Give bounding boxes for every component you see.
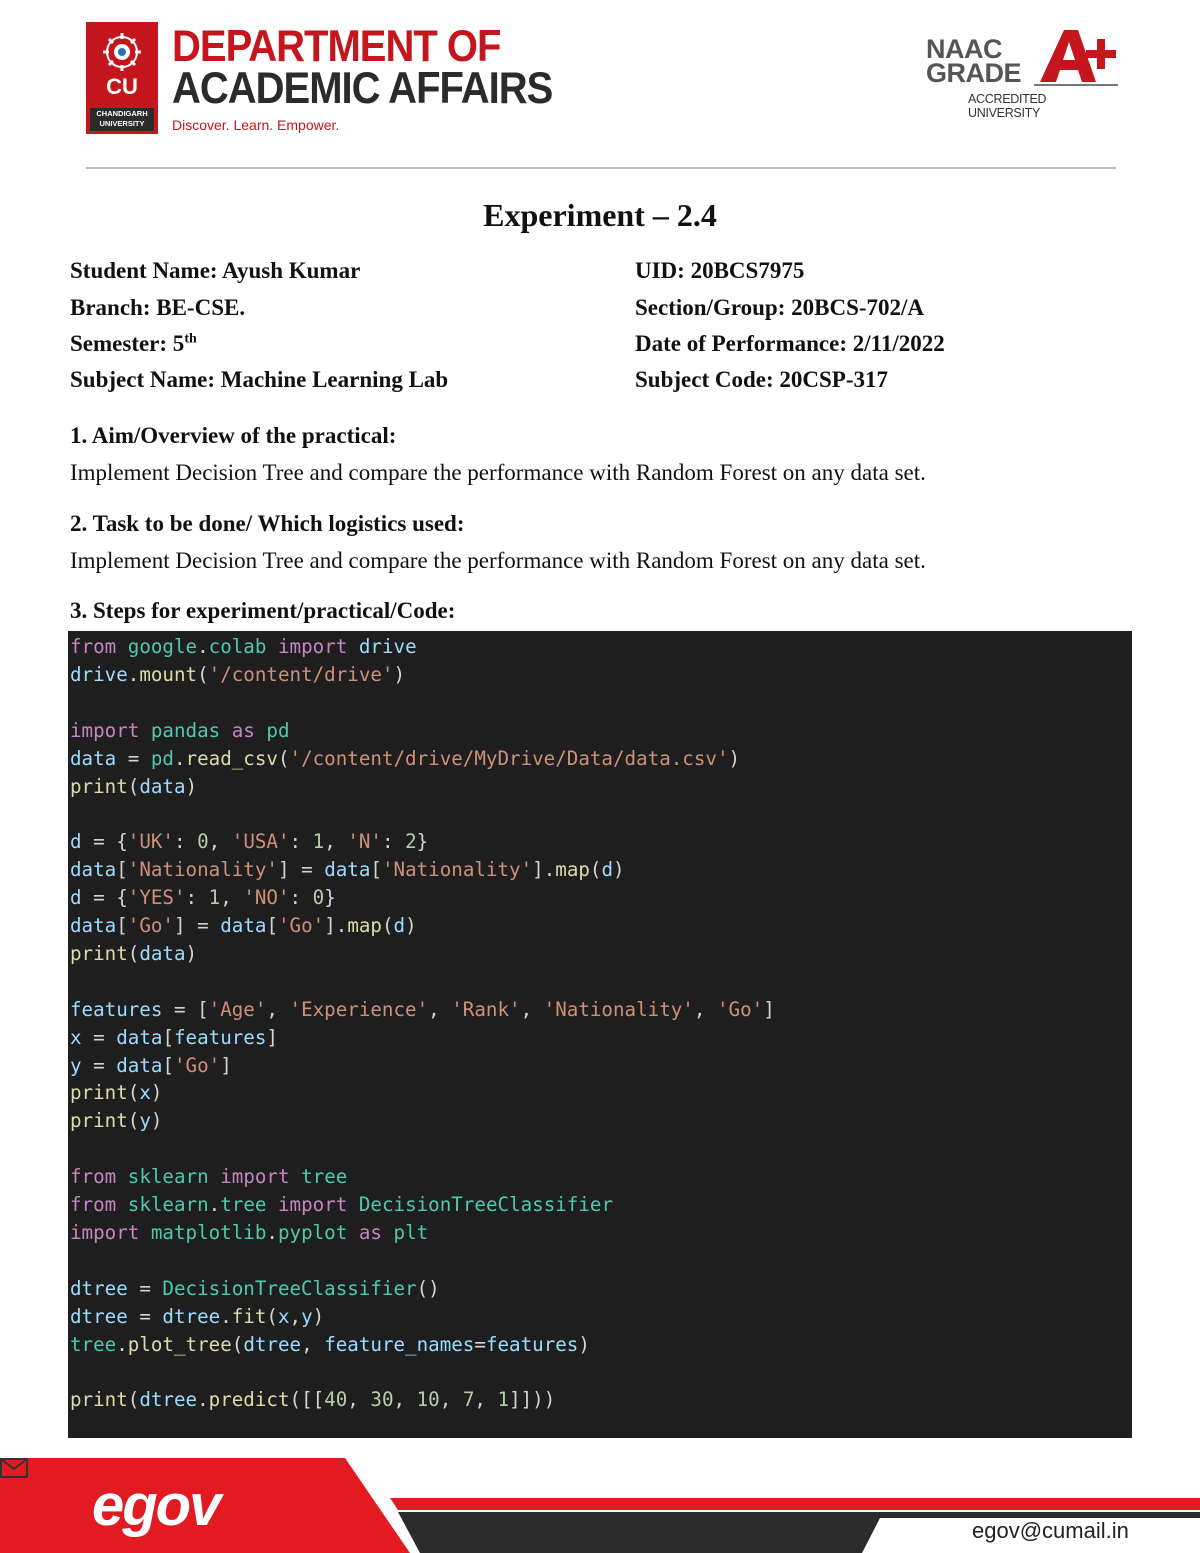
- section-body-task: Implement Decision Tree and compare the performance with Random Forest on any data set.: [70, 548, 926, 573]
- header-divider: [86, 167, 1116, 169]
- code-line: print(x): [70, 1081, 163, 1105]
- code-line: print(dtree.predict([[40, 30, 10, 7, 1]])): [70, 1388, 556, 1412]
- section-heading-steps: 3. Steps for experiment/practical/Code:: [70, 598, 456, 623]
- code-line: tree.plot_tree(dtree, feature_names=features): [70, 1332, 590, 1356]
- code-line: drive.mount('/content/drive'): [70, 662, 406, 686]
- uid: UID: 20BCS7975: [635, 258, 805, 283]
- cu-logo-subtext: CHANDIGARH UNIVERSITY: [90, 108, 154, 131]
- code-line: x = data[features]: [70, 1025, 278, 1049]
- date-of-performance: Date of Performance: 2/11/2022: [635, 331, 945, 356]
- code-line: dtree = dtree.fit(x,y): [70, 1304, 325, 1328]
- code-line: import pandas as pd: [70, 718, 290, 742]
- section-heading-task: 2. Task to be done/ Which logistics used:: [70, 511, 465, 536]
- naac-label: NAAC: [926, 34, 1002, 64]
- footer: [0, 1458, 1200, 1553]
- section-heading-aim: 1. Aim/Overview of the practical:: [70, 423, 397, 448]
- code-line: import matplotlib.pyplot as plt: [70, 1220, 429, 1244]
- code-block: [68, 631, 1132, 1438]
- footer-email[interactable]: egov@cumail.in: [972, 1518, 1129, 1543]
- code-line: y = data['Go']: [70, 1053, 232, 1077]
- grade-a-plus-icon: [1034, 28, 1118, 86]
- department-title-line-1: DEPARTMENT OF: [172, 22, 501, 72]
- egov-logo: egov: [92, 1473, 220, 1538]
- naac-badge: [926, 34, 1116, 120]
- department-title-line-2: ACADEMIC AFFAIRS: [172, 64, 553, 114]
- code-line: print(y): [70, 1109, 163, 1133]
- cu-logo: [86, 22, 158, 134]
- semester-suffix: th: [184, 331, 197, 347]
- section-group: Section/Group: 20BCS-702/A: [635, 295, 925, 320]
- accredited-label: ACCREDITED UNIVERSITY: [968, 92, 1047, 120]
- mail-icon: [0, 1458, 28, 1478]
- code-line: from sklearn import tree: [70, 1165, 348, 1189]
- code-line: print(data): [70, 774, 198, 798]
- cu-logo-text: CU: [106, 74, 138, 99]
- naac-grade-label: GRADE: [926, 58, 1022, 88]
- code-line: data['Go'] = data['Go'].map(d): [70, 914, 417, 937]
- cu-seal-icon: [100, 32, 144, 72]
- code-line: data['Nationality'] = data['Nationality'].map(d): [70, 858, 625, 882]
- branch: Branch: BE-CSE.: [70, 295, 246, 320]
- subject-name: Subject Name: Machine Learning Lab: [70, 367, 449, 392]
- code-line: d = {'YES': 1, 'NO': 0}: [70, 886, 336, 910]
- code-line: dtree = DecisionTreeClassifier(): [70, 1276, 440, 1300]
- semester-value: Semester: 5: [70, 331, 185, 356]
- tagline: Discover. Learn. Empower.: [172, 117, 340, 133]
- experiment-title: Experiment – 2.4: [483, 197, 717, 233]
- section-body-aim: Implement Decision Tree and compare the performance with Random Forest on any data set.: [70, 460, 926, 485]
- code-line: from google.colab import drive: [70, 635, 417, 658]
- code-line: from sklearn.tree import DecisionTreeClassifier: [70, 1193, 614, 1216]
- code-line: features = ['Age', 'Experience', 'Rank', 'Nationality', 'Go']: [70, 997, 775, 1021]
- student-name: Student Name: Ayush Kumar: [70, 258, 361, 283]
- subject-code: Subject Code: 20CSP-317: [635, 367, 888, 392]
- semester: [70, 331, 197, 357]
- code-line: print(data): [70, 941, 198, 965]
- code-line: d = {'UK': 0, 'USA': 1, 'N': 2}: [70, 830, 429, 854]
- code-line: data = pd.read_csv('/content/drive/MyDrive/Data/data.csv'): [70, 746, 741, 770]
